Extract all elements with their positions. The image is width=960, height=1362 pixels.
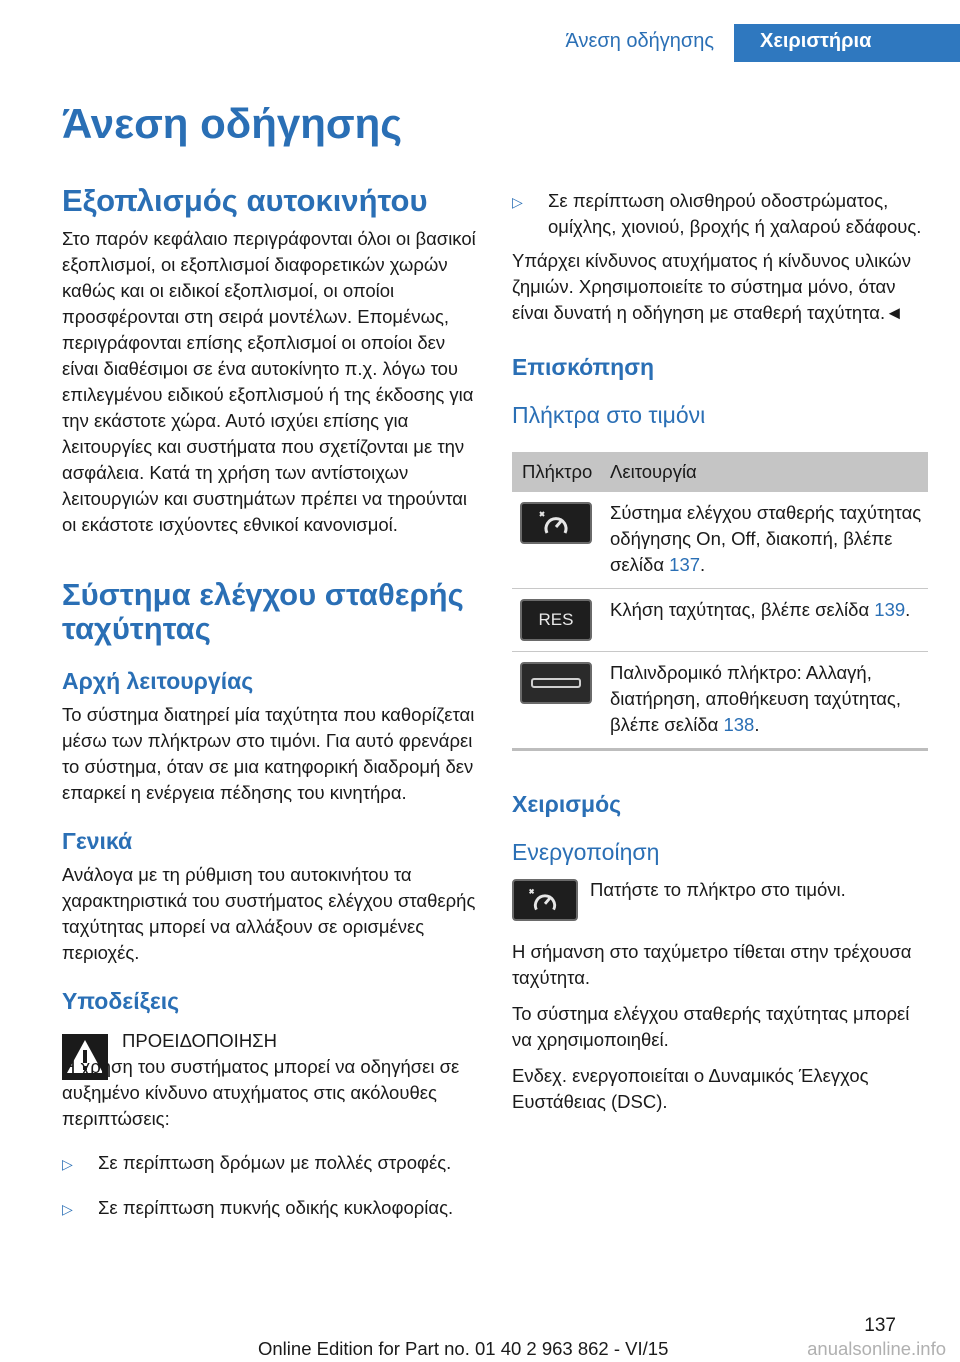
- table-row: RES Κλήση ταχύτητας, βλέπε σελίδα 139.: [512, 589, 928, 652]
- page-link[interactable]: 138: [723, 714, 755, 735]
- equipment-heading: Εξοπλισμός αυτοκινήτου: [62, 183, 428, 218]
- activation-row: [512, 877, 928, 921]
- page-link[interactable]: 139: [874, 599, 906, 620]
- page-title: Άνεση οδήγησης: [62, 100, 403, 147]
- principle-text: Το σύστημα διατηρεί μία ταχύτητα που καθορίζεται μέσω των πλήκτρων στο τιμόνι. Για αυτό φρενάρει το σύστημα, όταν σε μια κατηφορική διαδρομή δεν επαρκεί η ενέργεια πέδησης του κινητήρα.: [62, 704, 475, 803]
- keys-table: [512, 452, 928, 751]
- warning-text: Η χρήση του συστήματος μπορεί να οδηγήσει σε αυξημένο κίνδυνο ατυχήματος στις ακόλουθες περιπτώσεις:: [62, 1056, 460, 1129]
- cruise-control-icon: [512, 879, 578, 921]
- risk-text: Υπάρχει κίνδυνος ατυχήματος ή κίνδυνος υλικών ζημιών. Χρησιμοποιείτε το σύστημα μόνο, όταν είναι δυνατή η οδήγηση με σταθερή ταχύτητα.◄: [512, 250, 911, 323]
- header-bar: [545, 24, 960, 62]
- general-heading: Γενικά: [62, 828, 133, 854]
- triangle-bullet-icon: ▷: [512, 194, 523, 210]
- tab-controls[interactable]: Χειριστήρια: [734, 24, 960, 62]
- warning-title: ΠΡΟΕΙΔΟΠΟΙΗΣΗ: [122, 1030, 277, 1051]
- list-item: ▷ Σε περίπτωση ολισθηρού οδοστρώματος, ομίχλης, χιονιού, βροχής ή χαλαρού εδάφους.: [512, 188, 928, 240]
- operation-heading: Χειρισμός: [512, 791, 622, 817]
- edition-text: Online Edition for Part no. 01 40 2 963 862 - VI/15: [258, 1338, 669, 1359]
- triangle-bullet-icon: ▷: [62, 1156, 73, 1172]
- watermark: anualsonline.info: [807, 1338, 946, 1359]
- usable-text: Το σύστημα ελέγχου σταθερής ταχύτητας μπορεί να χρησιμοποιηθεί.: [512, 1003, 910, 1050]
- triangle-bullet-icon: ▷: [62, 1201, 73, 1217]
- page-number: 137: [864, 1315, 896, 1336]
- col-header-key: Πλήκτρο: [512, 452, 610, 492]
- cruise-control-heading: Σύστημα ελέγχου σταθερής ταχύτητας: [62, 577, 464, 646]
- breadcrumb[interactable]: Άνεση οδήγησης: [565, 30, 714, 52]
- hints-heading: Υποδείξεις: [62, 988, 180, 1014]
- activation-text: Πατήστε το πλήκτρο στο τιμόνι.: [590, 879, 846, 900]
- res-label: RES: [538, 610, 574, 629]
- overview-heading: Επισκόπηση: [512, 354, 654, 380]
- right-column: [512, 184, 928, 1115]
- principle-heading: Αρχή λειτουργίας: [62, 668, 254, 694]
- table-row: Σύστημα ελέγχου σταθερής ταχύτητας οδήγησης On, Off, διακοπή, βλέπε σελίδα 137.: [512, 492, 928, 589]
- page-link[interactable]: 137: [669, 554, 701, 575]
- list-item: ▷ Σε περίπτωση δρόμων με πολλές στροφές.: [62, 1150, 482, 1177]
- rocker-switch-icon: [520, 662, 592, 704]
- col-header-function: Λειτουργία: [610, 452, 928, 492]
- keys-heading: Πλήκτρα στο τιμόνι: [512, 402, 706, 428]
- footer: [0, 1312, 960, 1359]
- dsc-text: Ενδεχ. ενεργοποιείται ο Δυναμικός Έλεγχος Ευστάθειας (DSC).: [512, 1065, 869, 1112]
- marker-text: Η σήμανση στο ταχύμετρο τίθεται στην τρέχουσα ταχύτητα.: [512, 941, 912, 988]
- activation-heading: Ενεργοποίηση: [512, 839, 660, 865]
- left-column: [62, 184, 482, 1222]
- general-text: Ανάλογα με τη ρύθμιση του αυτοκινήτου τα χαρακτηριστικά του συστήματος ελέγχου σταθερής ταχύτητας μπορεί να αλλάξουν σε ορισμένες περιοχές.: [62, 864, 476, 963]
- res-key: [520, 599, 592, 641]
- equipment-text: Στο παρόν κεφάλαιο περιγράφονται όλοι οι βασικοί εξοπλισμοί, οι εξοπλισμοί διαφορετικών χωρών καθώς και οι ειδικοί εξοπλισμοί, οι οποίοι προσφέρονται στη σειρά μοντέλων. Επομένως, περιγράφονται επίσης εξοπλισμοί οι οποίοι δεν είναι διαθέσιμοι σε ένα αυτοκίνητο π.χ. λόγω του επιλεγμένου ειδικού εξοπλισμού ή της έκδοσης για την εκάστοτε χώρα. Αυτό ισχύει επίσης για λειτουργίες και συστήματα που σχετίζονται με την ασφάλεια. Κατά τη χρήση των αντίστοιχων λειτουργιών και συστημάτων πρέπει να τηρούνται οι εκάστοτε ισχύοντες εθνικοί κανονισμοί.: [62, 228, 476, 535]
- list-item: ▷ Σε περίπτωση πυκνής οδικής κυκλοφορίας.: [62, 1195, 482, 1222]
- cruise-control-icon: [520, 502, 592, 544]
- table-row: Παλινδρομικό πλήκτρο: Αλλαγή, διατήρηση, αποθήκευση ταχύτητας, βλέπε σελίδα 138.: [512, 652, 928, 750]
